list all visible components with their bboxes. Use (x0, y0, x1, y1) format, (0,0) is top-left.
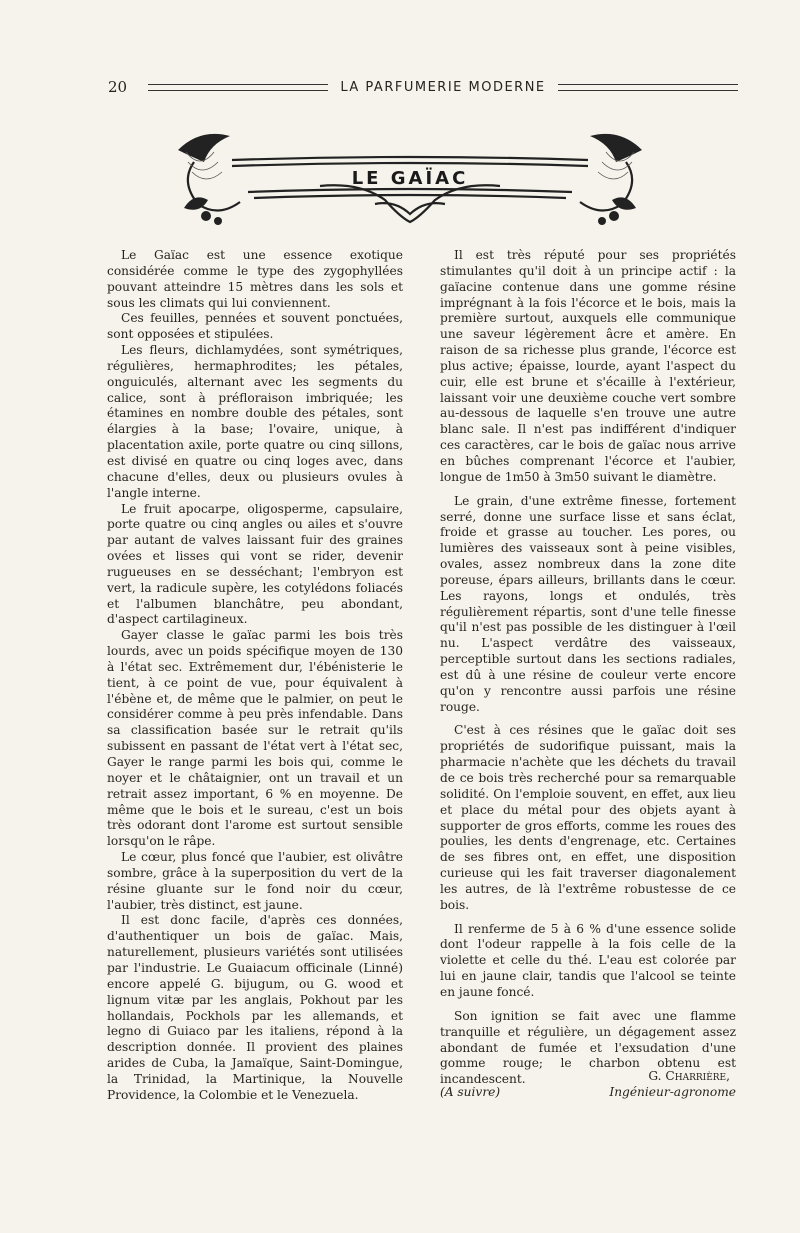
headpiece-frame (188, 157, 632, 222)
paragraph: Gayer classe le gaïac parmi les bois très lourds, avec un poids spécifique moyen de 130 à l'état sec. Extrêmement dur, l'ébénisterie le tient, à ce point de vue, pour équivalent à l'ébène et, de même que le palmier, on peut le considérer comme à peu près infendable. Dans sa classification basée sur le retrait qu'ils subissent en passant de l'état vert à l'état sec, Gayer le range parmi les bois qui, comme le noyer et le châtaignier, ont un travail et un retrait assez important, 6 % en moyenne. De même que le bois et le sureau, c'est un bois très odorant dont l'arome est surtout sensible lorsqu'on le râpe. (107, 628, 403, 849)
running-head (108, 76, 738, 98)
paragraph: C'est à ces résines que le gaïac doit ses propriétés de sudorifique puissant, mais la pharmacie n'achète que les déchets du travail de ce bois très recherché pour sa remarquable solidité. On l'emploie souvent, en effet, aux lieu et place du métal pour des objets ayant à supporter de gros efforts, comme les roues des poulies, les dents d'engrenage, etc. Certaines de ses fibres ont, en effet, une disposition curieuse qui les fait traverser diagonalement les autres, de là l'extrême robustesse de ce bois. (440, 723, 736, 912)
paragraph: Les fleurs, dichlamydées, sont symétriques, régulières, hermaphrodites; les pétales, onguiculés, alternant avec les segments du calice, sont à préfloraison imbriquée; les étamines en nombre double des pétales, sont élargies à la base; l'ovaire, unique, à placentation axile, porte quatre ou cinq sillons, est divisé en quatre ou cinq loges avec, dans chacune d'elles, deux ou plusieurs ovules à l'angle interne. (107, 343, 403, 500)
paragraph: Il est donc facile, d'après ces données, d'authentiquer un bois de gaïac. Mais, naturellement, plusieurs variétés sont utilisées par l'industrie. Le Guaiacum officinale (Linné) encore appelé G. bijugum, ou G. wood et lignum vitæ par les anglais, Pokhout par les hollandais, Pockhols par les allemands, et legno di Guiaco par les italiens, répond à la description donnée. Il provient des plaines arides de Cuba, la Jamaïque, Saint-Domingue, la Trinidad, la Martinique, la Nouvelle Providence, la Colombie et le Venezuela. (107, 913, 403, 1102)
headpiece-title: LE GAÏAC (351, 168, 469, 189)
signoff-row (440, 1084, 736, 1100)
column-right (440, 248, 736, 1088)
column-left (107, 248, 403, 1104)
page-number: 20 (108, 78, 128, 96)
header-rule-left (148, 84, 328, 91)
author-title: Ingénieur-agronome (609, 1085, 736, 1099)
paragraph: Le cœur, plus foncé que l'aubier, est olivâtre sombre, grâce à la superposition du vert de la résine gluante sur le fond noir du cœur, l'aubier, très distinct, est jaune. (107, 850, 403, 912)
paragraph: Le fruit apocarpe, oligosperme, capsulaire, porte quatre ou cinq angles ou ailes et s'ouvre par autant de valves laissant fuir des graines ovées et lisses qui vont se rider, devenir rugueuses en se desséchant; l'embryon est vert, la radicule supère, les cotylédons foliacés et l'albumen blanchâtre, peu abondant, d'aspect cartilagineux. (107, 501, 403, 627)
paragraph: Le grain, d'une extrême finesse, fortement serré, donne une surface lisse et sans éclat, froide et grasse au toucher. Les pores, ou lumières des vaisseaux sont à peine visibles, ovales, assez nombreux dans la zone dite poreuse, épars ailleurs, brillants dans le cœur. Les rayons, longs et ondulés, très régulièrement répartis, sont d'une telle finesse qu'il n'est pas possible de les distinguer à l'œil nu. L'aspect verdâtre des vaisseaux, perceptible surtout dans les sections radiales, est dû à une résine de couleur verte encore qu'on y rencontre aussi parfois une résine rouge. (440, 493, 736, 714)
paragraph: Son ignition se fait avec une flamme tranquille et régulière, un dégagement assez abondant de fumée et l'exsudation d'une gomme rouge; le charbon obtenu est incandescent. (440, 1008, 736, 1087)
header-rule-right (558, 84, 738, 91)
journal-title: LA PARFUMERIE MODERNE (340, 79, 546, 95)
headpiece-ornament (170, 122, 650, 227)
signoff (440, 1068, 736, 1100)
paragraph: Ces feuilles, pennées et souvent ponctuées, sont opposées et stipulées. (107, 311, 403, 342)
author-name: G. Charrière, (648, 1069, 730, 1083)
paragraph: Le Gaïac est une essence exotique considérée comme le type des zygophyllées pouvant atteindre 15 mètres dans les sols et sous les climats qui lui conviennent. (107, 248, 403, 310)
to-be-continued: (A suivre) (440, 1085, 501, 1099)
paragraph: Il est très réputé pour ses propriétés stimulantes qu'il doit à un principe actif : la gaïacine contenue dans une gomme résine imprégnant à la fois l'écorce et le bois, mais la première surtout, auxquels elle communique une saveur légèrement âcre et amère. En raison de sa richesse plus grande, l'écorce est plus active; épaisse, lourde, ayant l'aspect du cuir, elle est brune et s'écaille à l'extérieur, laissant voir une deuxième couche vert sombre au-dessous de laquelle s'en trouve une autre blanc sale. Il n'est pas indifférent d'indiquer ces caractères, car le bois de gaïac nous arrive en bûches comprenant l'écorce et l'aubier, longue de 1m50 à 3m50 suivant le diamètre. (440, 248, 736, 484)
paragraph: Il renferme de 5 à 6 % d'une essence solide dont l'odeur rappelle à la fois celle de la violette et celle du thé. L'eau est colorée par lui en jaune clair, tandis que l'alcool se teinte en jaune foncé. (440, 921, 736, 999)
